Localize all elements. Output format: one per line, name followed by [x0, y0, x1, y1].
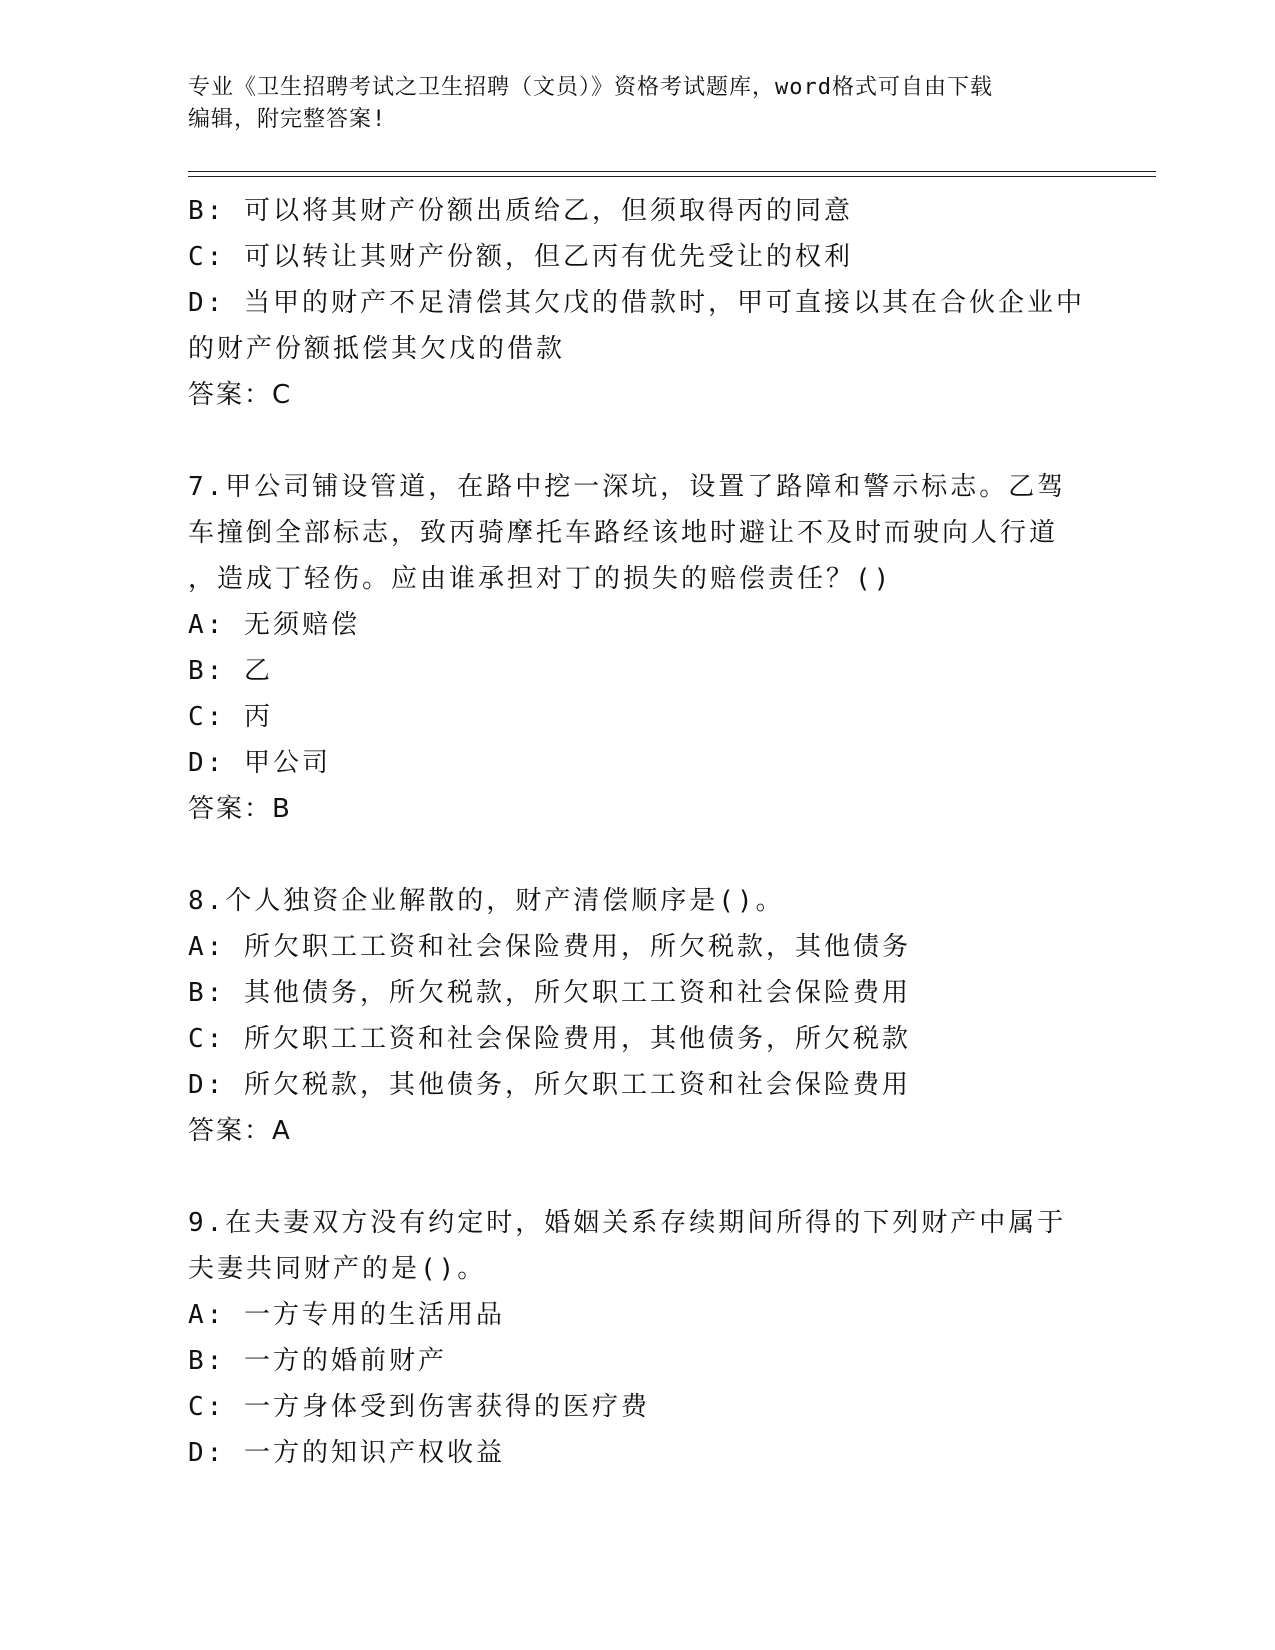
option-d: D: 一方的知识产权收益 — [188, 1438, 505, 1468]
answer: 答案：B — [188, 794, 292, 824]
question-stem: 9.在夫妻双方没有约定时，婚姻关系存续期间所得的下列财产中属于 — [188, 1208, 1067, 1238]
spacer — [188, 832, 1088, 878]
question-8 — [188, 878, 1088, 1154]
header-rule-bottom — [188, 176, 1156, 177]
question-stem: ，造成丁轻伤。应由谁承担对丁的损失的赔偿责任？() — [188, 564, 893, 594]
option-b: B: 其他债务，所欠税款，所欠职工工资和社会保险费用 — [188, 978, 911, 1008]
option-d: D: 所欠税款，其他债务，所欠职工工资和社会保险费用 — [188, 1070, 911, 1100]
option-b: B: 乙 — [188, 656, 273, 686]
question-stem: 夫妻共同财产的是()。 — [188, 1254, 487, 1284]
question-list — [188, 188, 1088, 1476]
option-d: D: 当甲的财产不足清偿其欠戊的借款时，甲可直接以其在合伙企业中 — [188, 288, 1085, 318]
question-stem: 8.个人独资企业解散的，财产清偿顺序是()。 — [188, 886, 785, 916]
option-d-continued: 的财产份额抵偿其欠戊的借款 — [188, 334, 566, 364]
document-header — [188, 72, 1088, 136]
option-d: D: 甲公司 — [188, 748, 331, 778]
header-line-1: 专业《卫生招聘考试之卫生招聘（文员）》资格考试题库，word格式可自由下载 — [188, 75, 993, 100]
question-stem: 车撞倒全部标志，致丙骑摩托车路经该地时避让不及时而驶向人行道 — [188, 518, 1059, 548]
header-rule-top — [188, 171, 1156, 172]
option-b: B: 一方的婚前财产 — [188, 1346, 447, 1376]
spacer — [188, 1154, 1088, 1200]
option-c: C: 可以转让其财产份额，但乙丙有优先受让的权利 — [188, 242, 853, 272]
header-line-2: 编辑，附完整答案! — [188, 107, 387, 132]
answer: 答案：C — [188, 380, 293, 410]
question-6-continued — [188, 188, 1088, 418]
question-7 — [188, 464, 1088, 832]
question-stem: 7.甲公司铺设管道，在路中挖一深坑，设置了路障和警示标志。乙驾 — [188, 472, 1067, 502]
option-b: B: 可以将其财产份额出质给乙，但须取得丙的同意 — [188, 196, 853, 226]
option-c: C: 所欠职工工资和社会保险费用，其他债务，所欠税款 — [188, 1024, 911, 1054]
option-c: C: 一方身体受到伤害获得的医疗费 — [188, 1392, 650, 1422]
option-a: A: 无须赔偿 — [188, 610, 360, 640]
option-a: A: 一方专用的生活用品 — [188, 1300, 505, 1330]
spacer — [188, 418, 1088, 464]
option-c: C: 丙 — [188, 702, 273, 732]
answer: 答案：A — [188, 1116, 292, 1146]
option-a: A: 所欠职工工资和社会保险费用，所欠税款，其他债务 — [188, 932, 911, 962]
question-9 — [188, 1200, 1088, 1476]
